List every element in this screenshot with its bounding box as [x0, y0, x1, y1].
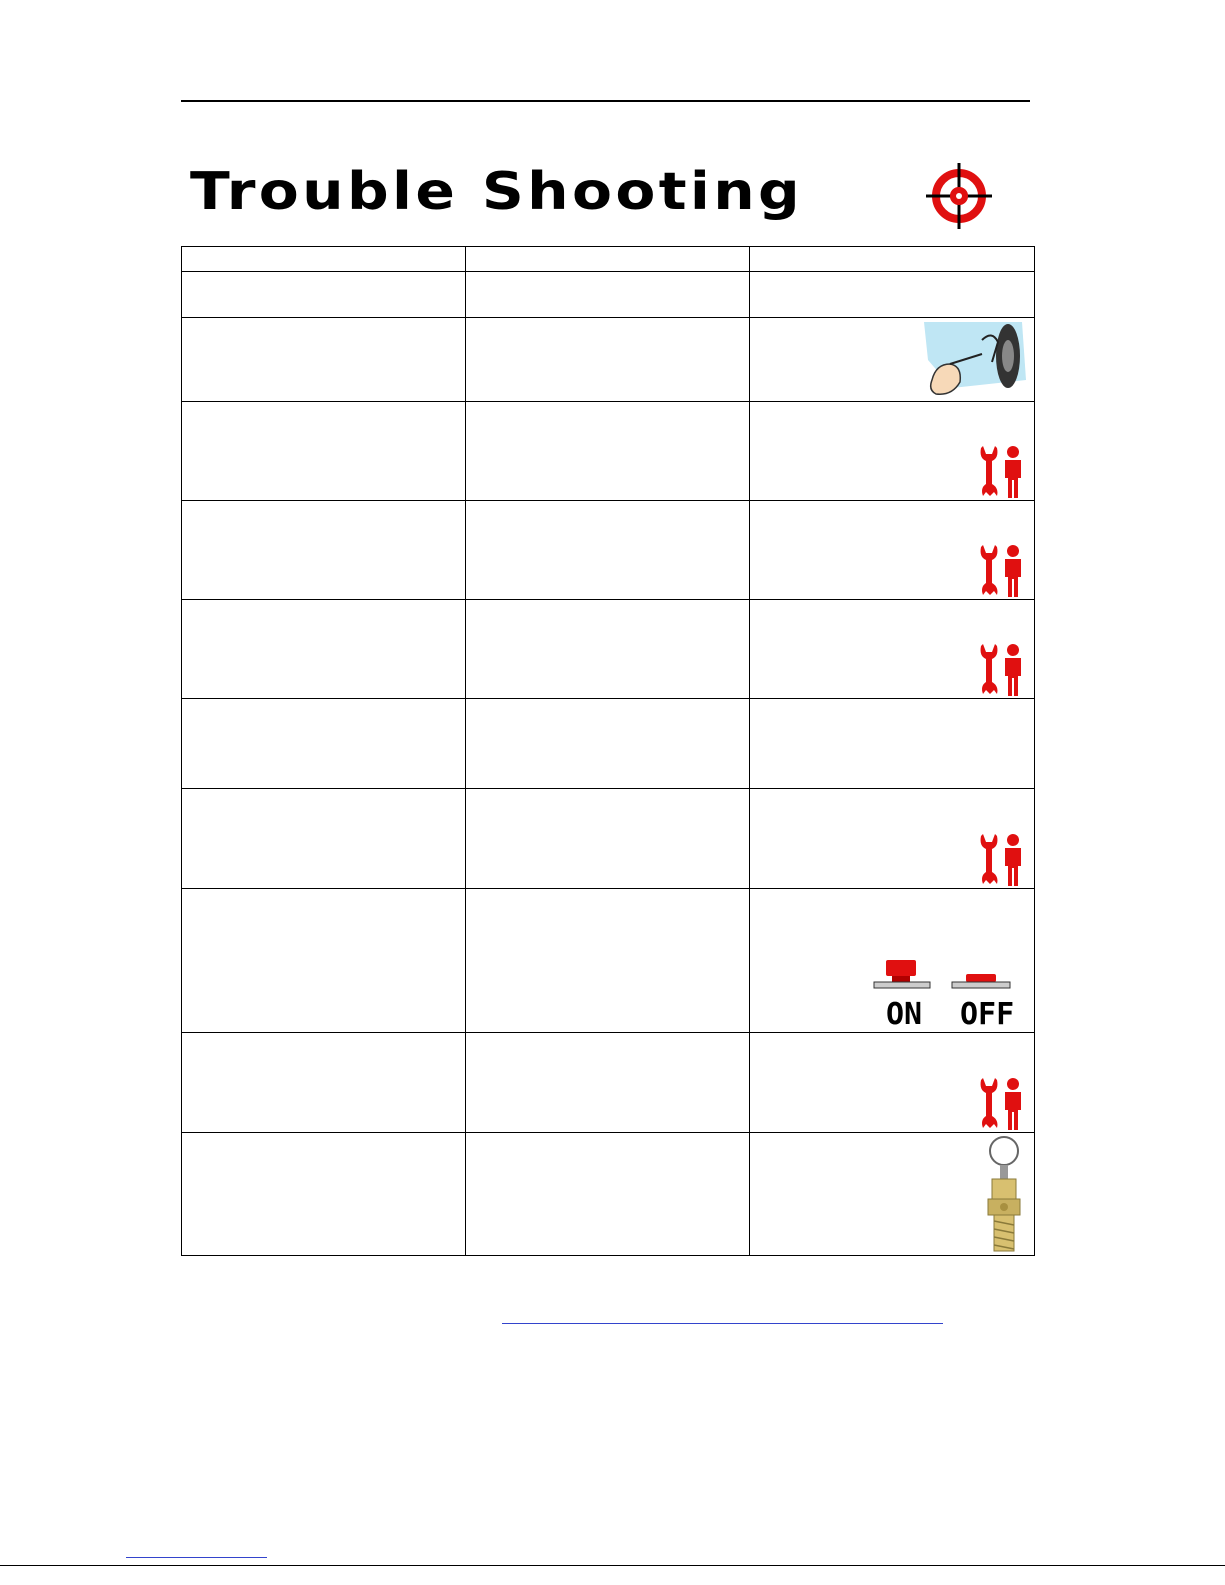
problem-cell: [182, 272, 466, 318]
page-title: Trouble Shooting: [190, 162, 804, 222]
link-underline[interactable]: [502, 1323, 943, 1324]
solution-cell: [750, 789, 1035, 889]
technician-icon: [977, 1076, 1025, 1130]
technician-icon: [977, 642, 1025, 696]
solution-cell: [750, 889, 1035, 1033]
table-row: [182, 402, 1035, 501]
solution-cell: [750, 699, 1035, 789]
table-row: [182, 1033, 1035, 1133]
technician-icon: [977, 444, 1025, 498]
cause-cell: [466, 600, 750, 699]
solution-cell: [750, 402, 1035, 501]
header-cell: [182, 247, 466, 272]
solution-cell: [750, 501, 1035, 600]
problem-cell: [182, 318, 466, 402]
target-icon: [926, 163, 992, 229]
table-row: [182, 600, 1035, 699]
cause-cell: [466, 318, 750, 402]
cause-cell: [466, 1133, 750, 1256]
solution-cell: [750, 272, 1035, 318]
table-row: [182, 789, 1035, 889]
header-cell: [750, 247, 1035, 272]
off-label: OFF: [960, 997, 1015, 1028]
cause-cell: [466, 1033, 750, 1133]
table-row: [182, 501, 1035, 600]
problem-cell: [182, 789, 466, 889]
table-row: [182, 699, 1035, 789]
problem-cell: [182, 1033, 466, 1133]
tire-inflation-icon: [922, 320, 1030, 398]
problem-cell: [182, 402, 466, 501]
technician-icon: [977, 832, 1025, 886]
pressure-relief-valve-icon: [982, 1135, 1026, 1253]
on-off-button-icon: [872, 958, 1018, 1028]
cause-cell: [466, 699, 750, 789]
table-row: [182, 318, 1035, 402]
problem-cell: [182, 889, 466, 1033]
problem-cell: [182, 1133, 466, 1256]
footer-rule: [0, 1565, 1225, 1566]
solution-cell: [750, 318, 1035, 402]
table-row: [182, 272, 1035, 318]
header-cell: [466, 247, 750, 272]
problem-cell: [182, 699, 466, 789]
cause-cell: [466, 272, 750, 318]
problem-cell: [182, 600, 466, 699]
table-row: [182, 889, 1035, 1033]
problem-cell: [182, 501, 466, 600]
troubleshooting-table: [181, 246, 1035, 1256]
cause-cell: [466, 789, 750, 889]
solution-cell: [750, 600, 1035, 699]
on-label: ON: [886, 997, 923, 1028]
cause-cell: [466, 889, 750, 1033]
table-header-row: [182, 247, 1035, 272]
technician-icon: [977, 543, 1025, 597]
table-row: [182, 1133, 1035, 1256]
cause-cell: [466, 402, 750, 501]
footnote-link-underline[interactable]: [126, 1557, 267, 1558]
solution-cell: [750, 1133, 1035, 1256]
header-rule: [181, 100, 1030, 102]
cause-cell: [466, 501, 750, 600]
solution-cell: [750, 1033, 1035, 1133]
